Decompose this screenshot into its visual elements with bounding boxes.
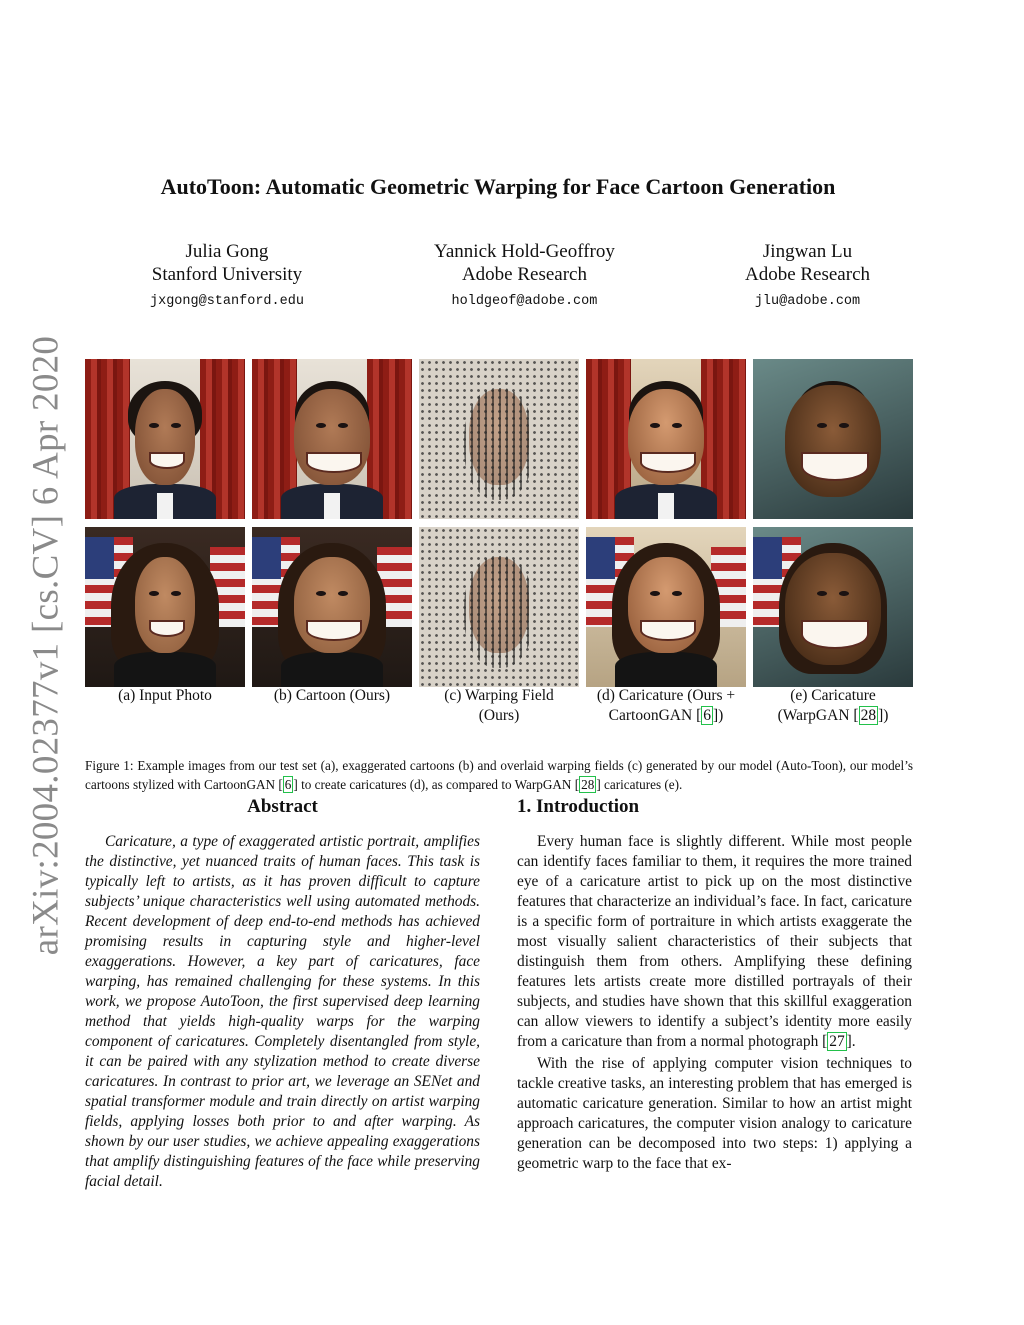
- caption-line: [586, 706, 746, 726]
- warping-field-image: [419, 527, 579, 687]
- paragraph-text: Every human face is slightly different. While most people can identify faces familiar to them, it requires the more trained eye of a caricature artist to pick up on the most distinctive features that characterize an individual’s face. In fact, caricature is a specific form of portraiture in which artists exaggerate the most visually salient characteristics of their subjects that distinguish them from others. Amplifying these defining features lets artists create more distilled portrayals of their subjects, and studies have shown that this skillful exaggeration can allow viewers to identify a subject’s identity more easily from a caricature than from a normal photograph [: [517, 833, 912, 1050]
- citation-link[interactable]: 28: [860, 707, 877, 724]
- warpgan-caricature-image: [753, 527, 913, 687]
- author-email: holdgeof@adobe.com: [451, 294, 598, 309]
- subfigure-captions: [85, 686, 913, 726]
- author-affiliation: Stanford University: [151, 264, 303, 285]
- author-email: jxgong@stanford.edu: [150, 294, 304, 309]
- caption-line: [753, 706, 913, 726]
- author-name: Julia Gong: [185, 241, 269, 262]
- warping-field-image: [419, 359, 579, 519]
- cartoon-image: [252, 527, 412, 687]
- abstract-text: Caricature, a type of exaggerated artistic portrait, amplifies the distinctive, yet nuanced traits of human faces. This task is typically left to artists, as it has proven difficult to capture subjects’ unique characteristics well using automated methods. Recent development of deep end-to-end methods has achieved promising results in capturing style and higher-level exaggerations. However, a key part of caricatures, face warping, has remained challenging for these systems. In this work, we propose AutoToon, the first supervised deep learning method that yields high-quality warps for the warping component of caricatures. Completely disentangled from style, it can be paired with any stylization method to create diverse caricatures. In contrast to prior art, we leverage an SENet and spatial transformer module and train directly on artist warping fields, applying losses both prior to and after warping. As shown by our user studies, we achieve appealing exaggerations that amplify distinguishing features of the face while preserving facial detail.: [85, 833, 480, 1190]
- author-name: Yannick Hold-Geoffroy: [434, 241, 615, 262]
- author-affiliation: Adobe Research: [461, 264, 587, 285]
- caption-text: ]): [878, 707, 889, 724]
- caption-line: (d) Caricature (Ours +: [596, 687, 736, 704]
- paragraph: With the rise of applying computer vision techniques to tackle creative tasks, an interesting problem that has emerged is automatic caricature generation. Similar to how an artist might approach caricatures, the computer vision analogy to caricature generation can be decomposed into two steps: 1) applying a geometric warp to the face that ex-: [517, 1055, 912, 1172]
- introduction-heading: 1. Introduction: [517, 796, 640, 817]
- introduction-section: [517, 796, 912, 1174]
- subfigure-caption: [753, 686, 913, 726]
- caption-text: (WarpGAN [: [777, 707, 859, 724]
- author-block: [745, 240, 870, 313]
- caption-line: (a) Input Photo: [118, 687, 212, 704]
- paragraph-text: ].: [846, 1033, 856, 1050]
- caption-line: (c) Warping Field: [444, 687, 554, 704]
- citation-link[interactable]: 28: [581, 777, 595, 793]
- author-block: [434, 240, 615, 313]
- figure-image-grid: [85, 359, 913, 687]
- caption-text: ] caricatures (e).: [596, 777, 683, 793]
- cartoon-image: [252, 359, 412, 519]
- caricature-image: [586, 527, 746, 687]
- subfigure-caption: [252, 686, 412, 726]
- author-block: [150, 240, 304, 313]
- caption-line: (b) Cartoon (Ours): [273, 687, 391, 704]
- paper-title: AutoToon: Automatic Geometric Warping for Face Cartoon Generation: [160, 174, 836, 199]
- subfigure-caption: [85, 686, 245, 726]
- caption-line: (Ours): [478, 707, 520, 724]
- abstract-heading: Abstract: [247, 796, 318, 817]
- caption-text: ] to create caricatures (d), as compared to WarpGAN [: [293, 777, 580, 793]
- abstract-section: [85, 796, 480, 1192]
- caption-line: (e) Caricature: [790, 687, 876, 704]
- caption-text: CartoonGAN [: [608, 707, 702, 724]
- input-photo-image: [85, 527, 245, 687]
- author-email: jlu@adobe.com: [754, 294, 861, 309]
- citation-link[interactable]: 6: [703, 707, 711, 724]
- arxiv-identifier: [24, 335, 68, 955]
- citation-link[interactable]: 6: [284, 777, 292, 793]
- citation-link[interactable]: 27: [829, 1033, 845, 1050]
- caricature-image: [586, 359, 746, 519]
- subfigure-caption: [586, 686, 746, 726]
- caption-text: Figure 1: Example images from our test set (a), exaggerated cartoons (b) and overlaid warping fields (c) generated by our model (Auto-Toon), our model’s cartoons stylized with CartoonGAN [: [85, 758, 913, 793]
- arxiv-identifier-text: arXiv:2004.02377v1 [cs.CV] 6 Apr 2020: [25, 335, 67, 955]
- warpgan-caricature-image: [753, 359, 913, 519]
- input-photo-image: [85, 359, 245, 519]
- caption-text: ]): [712, 707, 724, 724]
- author-name: Jingwan Lu: [762, 241, 853, 262]
- paragraph: [517, 832, 912, 1052]
- figure-caption: [85, 756, 913, 794]
- author-affiliation: Adobe Research: [744, 264, 870, 285]
- subfigure-caption: [419, 686, 579, 726]
- author-list: [150, 240, 870, 313]
